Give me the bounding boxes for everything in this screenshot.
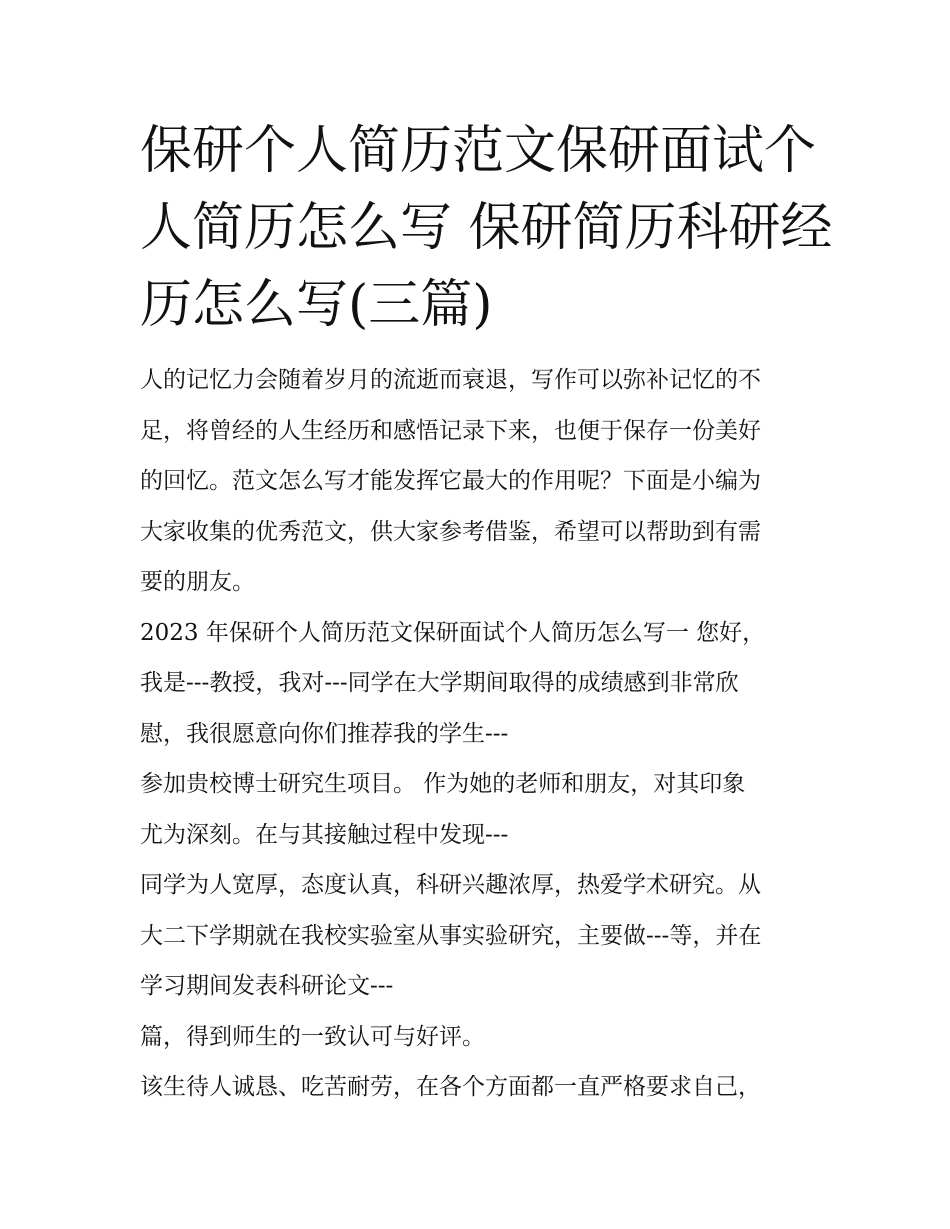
- document-body: [140, 355, 830, 1113]
- body-line-9: 参加贵校博士研究生项目。 作为她的老师和朋友，对其印象: [140, 771, 746, 797]
- document-title: [140, 113, 833, 344]
- body-line-3: 的回忆。范文怎么写才能发挥它最大的作用呢？下面是小编为: [140, 468, 761, 494]
- body-line-5: 要的朋友。: [140, 569, 255, 595]
- body-line-8: 慰，我很愿意向你们推荐我的学生---: [140, 720, 509, 747]
- title-line-1: 保研个人简历范文保研面试个: [140, 121, 817, 181]
- body-line-13: 学习期间发表科研论文---: [140, 973, 394, 999]
- body-line-6: 2023 年保研个人简历范文保研面试个人简历怎么写一 您好，: [140, 619, 766, 646]
- body-line-2: 足，将曾经的人生经历和感悟记录下来，也便于保存一份美好: [140, 417, 761, 444]
- body-line-12: 大二下学期就在我校实验室从事实验研究，主要做---等，并在: [140, 922, 762, 949]
- body-line-4: 大家收集的优秀范文，供大家参考借鉴，希望可以帮助到有需: [140, 518, 761, 545]
- body-line-1: 人的记忆力会随着岁月的流逝而衰退，写作可以弥补记忆的不: [140, 367, 761, 393]
- body-line-7: 我是---教授，我对---同学在大学期间取得的成绩感到非常欣: [140, 670, 739, 696]
- body-line-10: 尤为深刻。在与其接触过程中发现---: [140, 821, 509, 848]
- body-line-15: 该生待人诚恳、吃苦耐劳，在各个方面都一直严格要求自己，: [140, 1074, 761, 1100]
- title-line-3: 历怎么写(三篇): [140, 275, 493, 335]
- body-line-14: 篇，得到师生的一致认可与好评。: [140, 1023, 485, 1050]
- title-line-2: 人简历怎么写 保研简历科研经: [140, 198, 833, 258]
- body-line-11: 同学为人宽厚，态度认真，科研兴趣浓厚，热爱学术研究。从: [140, 872, 761, 898]
